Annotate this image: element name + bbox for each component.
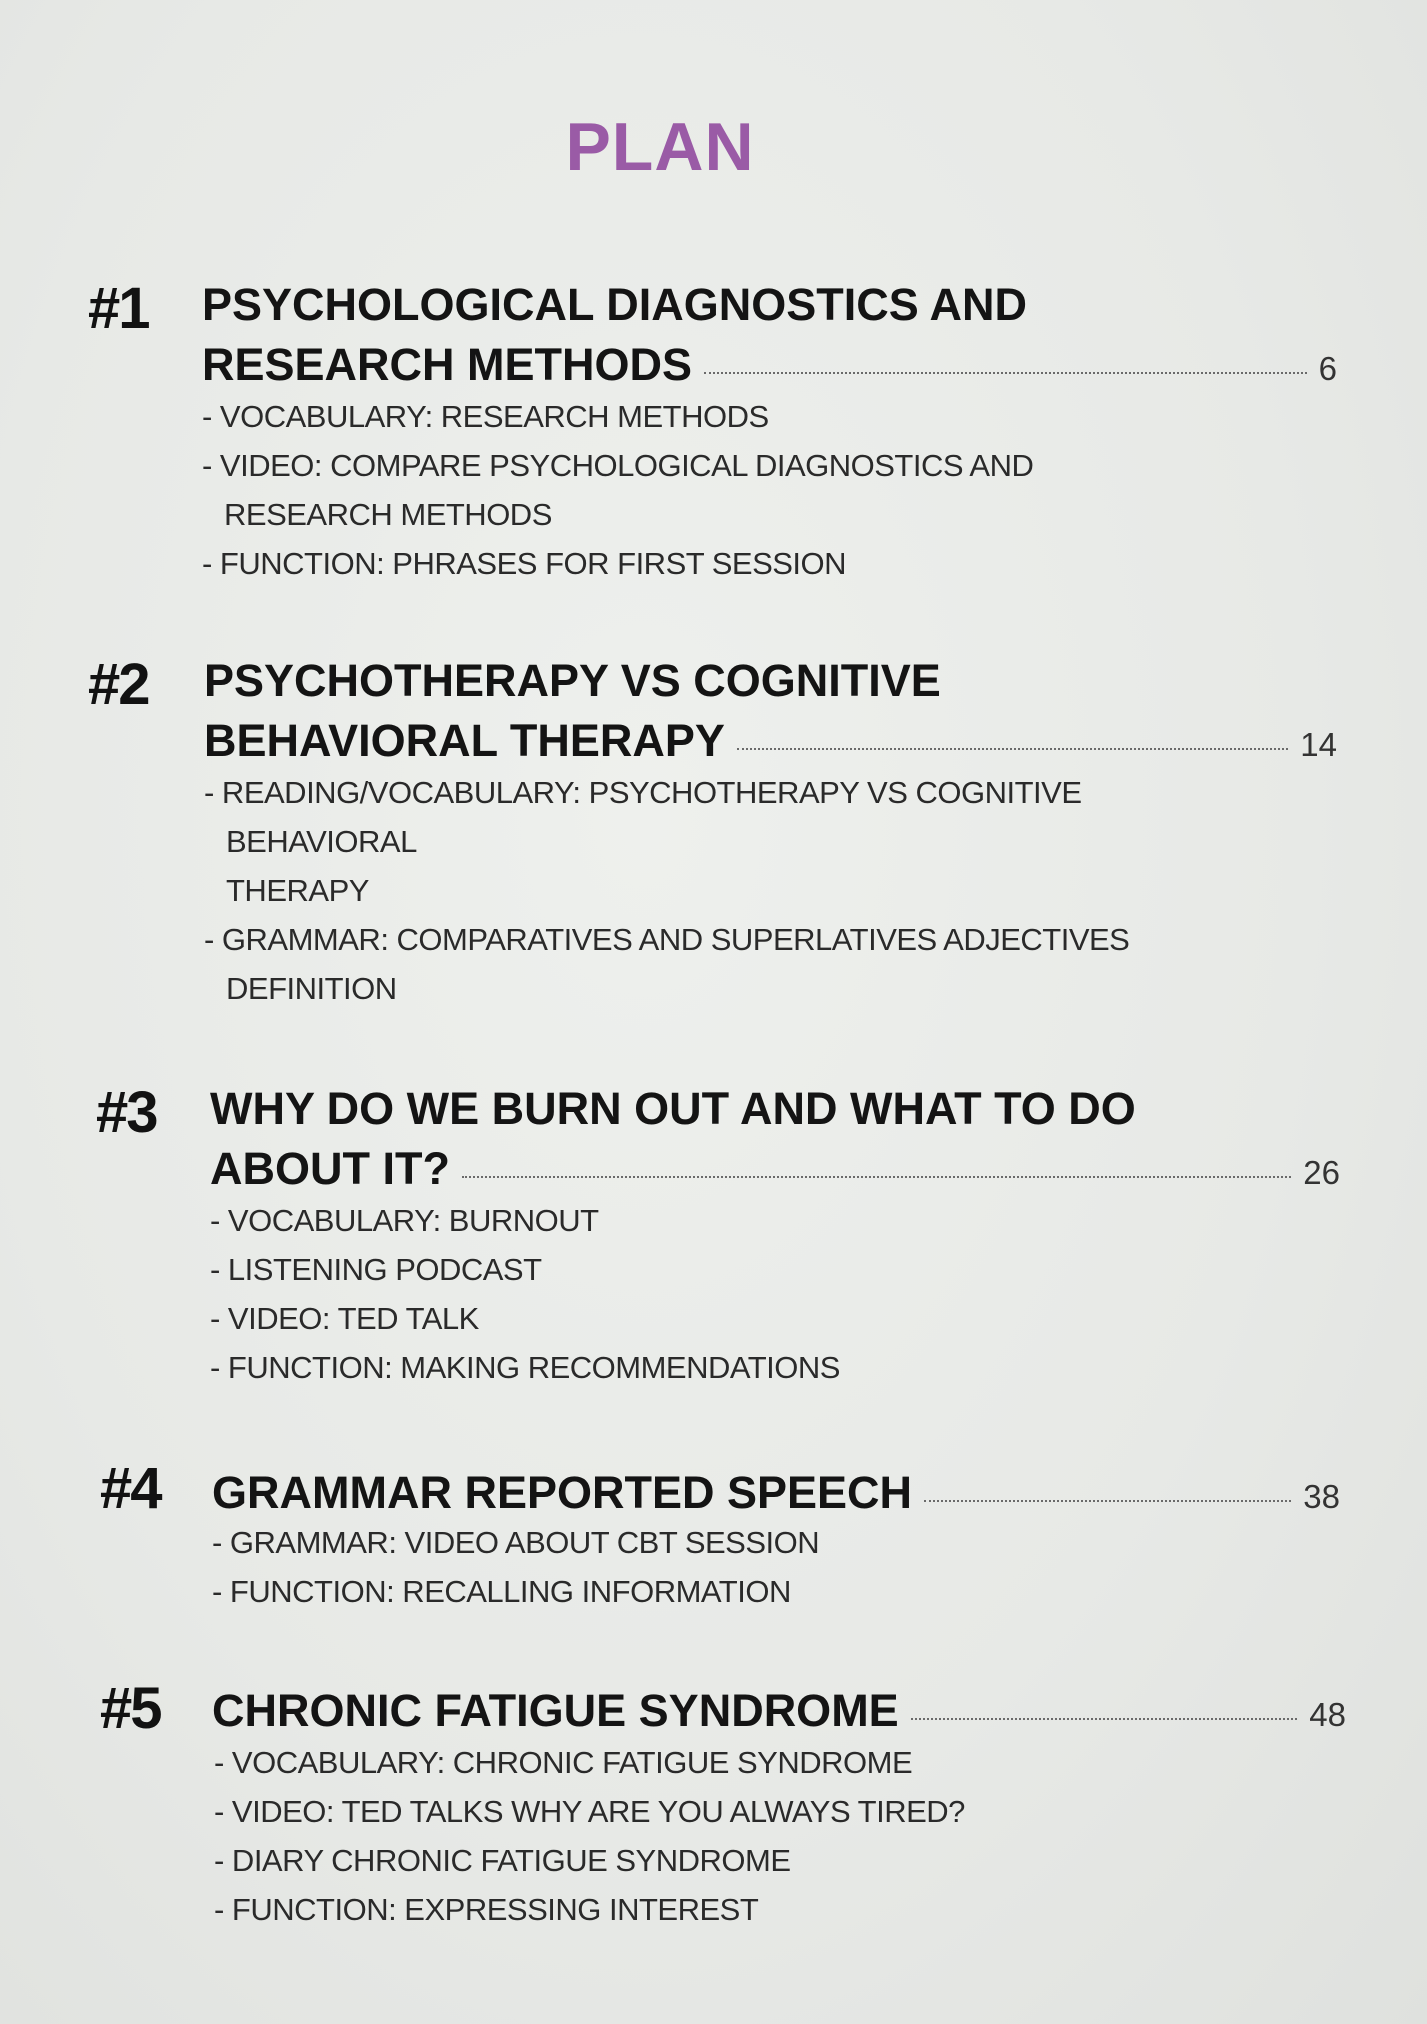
page-number: 26 (1303, 1154, 1340, 1191)
section-number: #2 (88, 652, 149, 717)
page-number: 14 (1300, 726, 1337, 763)
section-title: PSYCHOTHERAPY VS COGNITIVE (204, 655, 941, 706)
section-title-last-line (204, 715, 1337, 766)
section-title: ABOUT IT? (210, 1143, 450, 1194)
list-item: - VIDEO: TED TALKS WHY ARE YOU ALWAYS TIRED? (214, 1794, 965, 1829)
list-item: - VOCABULARY: RESEARCH METHODS (202, 399, 769, 434)
list-item: - LISTENING PODCAST (210, 1252, 542, 1287)
section-number: #5 (100, 1676, 161, 1741)
list-item: - FUNCTION: RECALLING INFORMATION (212, 1574, 791, 1609)
section-title-last-line (212, 1685, 1346, 1736)
list-item: - VOCABULARY: CHRONIC FATIGUE SYNDROME (214, 1745, 913, 1780)
dotted-leader (462, 1176, 1291, 1178)
section-title: GRAMMAR REPORTED SPEECH (212, 1467, 913, 1518)
section-number: #1 (88, 276, 149, 341)
subtopic-list (214, 1738, 965, 1934)
dotted-leader (704, 372, 1307, 374)
subtopic-list (210, 1196, 840, 1392)
list-item: - DIARY CHRONIC FATIGUE SYNDROME (214, 1843, 791, 1878)
page-title: PLAN (565, 109, 755, 185)
list-item: - VIDEO: COMPARE PSYCHOLOGICAL DIAGNOSTICS AND RESEARCH METHODS (202, 448, 1034, 532)
subtopic-list (212, 1518, 819, 1616)
list-item: - VIDEO: TED TALK (210, 1301, 479, 1336)
section-title: CHRONIC FATIGUE SYNDROME (212, 1685, 899, 1736)
list-item: - GRAMMAR: VIDEO ABOUT CBT SESSION (212, 1525, 820, 1560)
section-title: WHY DO WE BURN OUT AND WHAT TO DO (210, 1083, 1136, 1134)
dotted-leader (911, 1718, 1298, 1720)
page-number: 6 (1318, 350, 1337, 387)
list-item: - GRAMMAR: COMPARATIVES AND SUPERLATIVES ADJECTIVES DEFINITION (204, 922, 1130, 1006)
section-title: RESEARCH METHODS (202, 339, 693, 390)
dotted-leader (924, 1500, 1291, 1502)
page-number: 38 (1303, 1478, 1340, 1515)
section-title: BEHAVIORAL THERAPY (204, 715, 725, 766)
section-title-last-line (212, 1467, 1340, 1518)
list-item: - FUNCTION: PHRASES FOR FIRST SESSION (202, 546, 847, 581)
list-item: - READING/VOCABULARY: PSYCHOTHERAPY VS COGNITIVE BEHAVIORAL THERAPY (204, 775, 1082, 908)
page-number: 48 (1309, 1696, 1346, 1733)
dotted-leader (737, 748, 1288, 750)
list-item: - FUNCTION: EXPRESSING INTEREST (214, 1892, 759, 1927)
list-item: - VOCABULARY: BURNOUT (210, 1203, 599, 1238)
section-number: #4 (100, 1456, 161, 1521)
subtopic-list (202, 392, 1033, 588)
list-item: - FUNCTION: MAKING RECOMMENDATIONS (210, 1350, 840, 1385)
section-title-last-line (210, 1143, 1340, 1194)
subtopic-list (204, 768, 1129, 1013)
section-number: #3 (96, 1080, 157, 1145)
section-title: PSYCHOLOGICAL DIAGNOSTICS AND (202, 279, 1028, 330)
section-title-last-line (202, 339, 1337, 390)
